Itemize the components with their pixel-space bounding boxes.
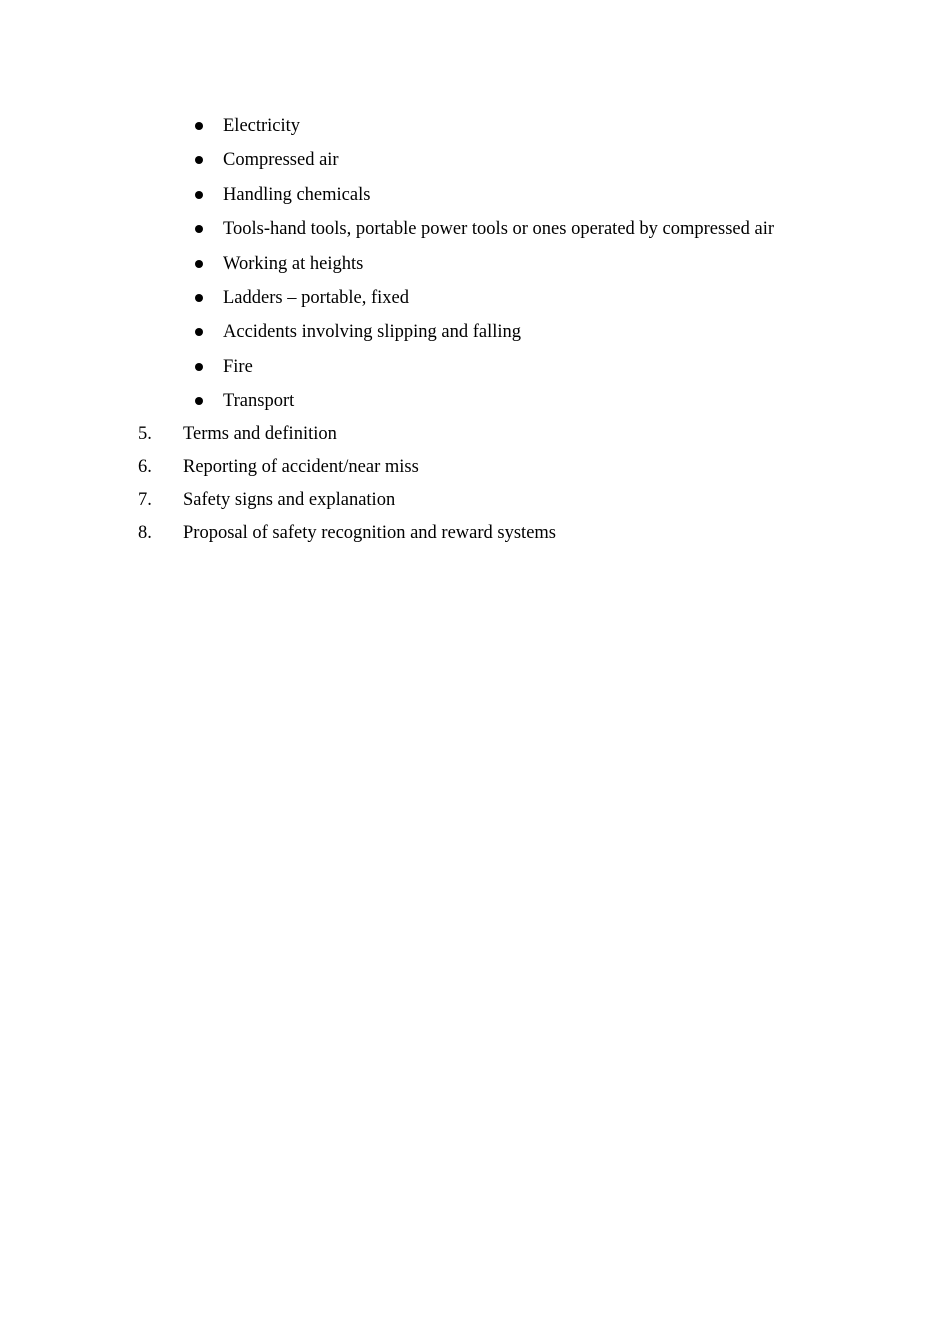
list-number: 5. [138,424,152,444]
bullet-text: Accidents involving slipping and falling [223,322,522,343]
list-number: 7. [138,490,152,510]
bullet-text: Handling chemicals [223,184,371,205]
list-item [0,318,950,352]
list-item-text: Reporting of accident/near miss [183,457,419,477]
list-item [0,519,950,552]
section-numbered-list [0,420,950,552]
bullet-text: Tools-hand tools, portable power tools or ones operated by compressed air [223,219,774,240]
bullet-icon [195,363,203,371]
bullet-icon [195,328,203,336]
bullet-text: Transport [223,391,295,412]
list-item [0,486,950,519]
hazard-bullet-list [0,112,950,422]
bullet-text: Ladders – portable, fixed [223,287,409,308]
list-item-text: Proposal of safety recognition and reward systems [183,523,556,543]
list-item [0,215,950,249]
bullet-text: Working at heights [223,253,364,274]
list-item-text: Terms and definition [183,424,337,444]
list-item [0,181,950,215]
bullet-text: Electricity [223,116,301,136]
list-number: 8. [138,523,152,543]
list-item [0,353,950,387]
bullet-text: Fire [223,356,253,377]
bullet-icon [195,294,203,302]
bullet-icon [195,397,203,405]
bullet-icon [195,122,203,130]
bullet-icon [195,191,203,199]
list-item [0,284,950,318]
bullet-icon [195,260,203,268]
list-item-text: Safety signs and explanation [183,490,396,510]
list-item [0,146,950,180]
list-item [0,250,950,284]
bullet-icon [195,225,203,233]
bullet-text: Compressed air [223,150,339,171]
list-item [0,420,950,453]
list-item [0,112,950,146]
bullet-icon [195,156,203,164]
list-item [0,387,950,421]
list-number: 6. [138,457,152,477]
list-item [0,453,950,486]
